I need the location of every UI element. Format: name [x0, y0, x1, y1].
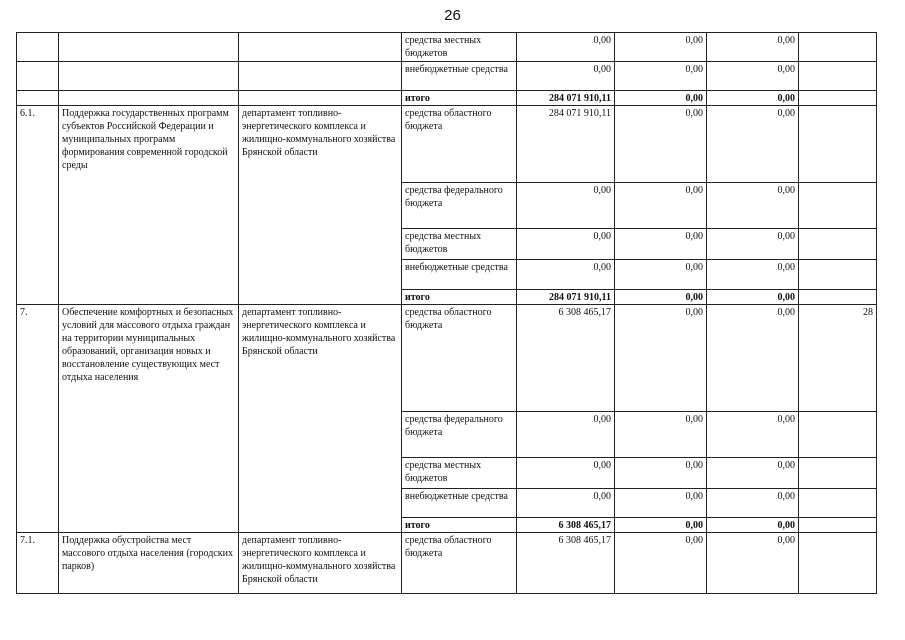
table-row: [17, 305, 877, 412]
amount-cell: 0,00: [707, 91, 799, 106]
amount-cell: 0,00: [615, 533, 707, 594]
funding-source-cell: средства местных бюджетов: [402, 458, 517, 489]
measure-name-cell: Обеспечение комфортных и безопасных условий для массового отдыха граждан на территории муниципальных образований, организация новых и восстановление существующих мест отдыха населения: [59, 305, 239, 533]
executor-cell: [239, 33, 402, 62]
amount-cell: 0,00: [707, 106, 799, 183]
table-row: [17, 62, 877, 91]
amount-cell: 0,00: [517, 458, 615, 489]
funding-source-cell: итого: [402, 518, 517, 533]
amount-cell: [799, 290, 877, 305]
budget-table: [16, 32, 877, 594]
amount-cell: 0,00: [517, 62, 615, 91]
amount-cell: [799, 458, 877, 489]
amount-cell: [799, 183, 877, 229]
amount-cell: [799, 260, 877, 290]
measure-name-cell: [59, 33, 239, 62]
executor-cell: департамент топливно-энергетического комплекса и жилищно-коммунального хозяйства Брянской области: [239, 305, 402, 533]
funding-source-cell: средства федерального бюджета: [402, 183, 517, 229]
item-number-cell: 7.: [17, 305, 59, 533]
item-number-cell: 7.1.: [17, 533, 59, 594]
executor-cell: [239, 62, 402, 91]
amount-cell: 0,00: [517, 229, 615, 260]
amount-cell: 0,00: [707, 458, 799, 489]
amount-cell: 0,00: [517, 183, 615, 229]
measure-name-cell: [59, 62, 239, 91]
amount-cell: 284 071 910,11: [517, 91, 615, 106]
amount-cell: 0,00: [615, 106, 707, 183]
amount-cell: 0,00: [517, 33, 615, 62]
amount-cell: 0,00: [707, 62, 799, 91]
amount-cell: [799, 91, 877, 106]
amount-cell: 6 308 465,17: [517, 518, 615, 533]
item-number-cell: 6.1.: [17, 106, 59, 305]
funding-source-cell: средства областного бюджета: [402, 305, 517, 412]
funding-source-cell: средства областного бюджета: [402, 106, 517, 183]
table-row: [17, 533, 877, 594]
amount-cell: 0,00: [615, 91, 707, 106]
executor-cell: департамент топливно-энергетического комплекса и жилищно-коммунального хозяйства Брянской области: [239, 533, 402, 594]
amount-cell: 0,00: [517, 412, 615, 458]
funding-source-cell: итого: [402, 290, 517, 305]
amount-cell: 0,00: [707, 533, 799, 594]
amount-cell: 0,00: [707, 33, 799, 62]
amount-cell: 0,00: [615, 260, 707, 290]
amount-cell: 6 308 465,17: [517, 533, 615, 594]
amount-cell: 0,00: [707, 183, 799, 229]
amount-cell: 28: [799, 305, 877, 412]
amount-cell: 284 071 910,11: [517, 290, 615, 305]
amount-cell: 0,00: [707, 518, 799, 533]
amount-cell: [799, 106, 877, 183]
amount-cell: 0,00: [517, 489, 615, 518]
amount-cell: 0,00: [615, 518, 707, 533]
amount-cell: 0,00: [615, 412, 707, 458]
funding-source-cell: средства местных бюджетов: [402, 229, 517, 260]
amount-cell: [799, 412, 877, 458]
measure-name-cell: Поддержка государственных программ субъектов Российской Федерации и муниципальных программ формирования современной городской среды: [59, 106, 239, 305]
amount-cell: 0,00: [615, 33, 707, 62]
measure-name-cell: Поддержка обустройства мест массового отдыха населения (городских парков): [59, 533, 239, 594]
funding-source-cell: итого: [402, 91, 517, 106]
funding-source-cell: внебюджетные средства: [402, 62, 517, 91]
item-number-cell: [17, 33, 59, 62]
amount-cell: [799, 62, 877, 91]
amount-cell: 0,00: [707, 260, 799, 290]
funding-source-cell: средства федерального бюджета: [402, 412, 517, 458]
amount-cell: 0,00: [517, 260, 615, 290]
amount-cell: 0,00: [707, 412, 799, 458]
funding-source-cell: внебюджетные средства: [402, 260, 517, 290]
measure-name-cell: [59, 91, 239, 106]
amount-cell: 0,00: [615, 183, 707, 229]
amount-cell: [799, 533, 877, 594]
funding-source-cell: внебюджетные средства: [402, 489, 517, 518]
amount-cell: 0,00: [707, 305, 799, 412]
executor-cell: [239, 91, 402, 106]
funding-source-cell: средства местных бюджетов: [402, 33, 517, 62]
amount-cell: 0,00: [615, 290, 707, 305]
amount-cell: 0,00: [615, 458, 707, 489]
amount-cell: 0,00: [707, 229, 799, 260]
amount-cell: [799, 518, 877, 533]
amount-cell: 284 071 910,11: [517, 106, 615, 183]
amount-cell: 0,00: [615, 305, 707, 412]
amount-cell: 6 308 465,17: [517, 305, 615, 412]
amount-cell: 0,00: [707, 290, 799, 305]
amount-cell: [799, 229, 877, 260]
amount-cell: [799, 33, 877, 62]
funding-source-cell: средства областного бюджета: [402, 533, 517, 594]
table-row: [17, 33, 877, 62]
amount-cell: 0,00: [615, 229, 707, 260]
amount-cell: 0,00: [615, 489, 707, 518]
table-row: [17, 91, 877, 106]
page-number: 26: [444, 7, 461, 24]
amount-cell: 0,00: [707, 489, 799, 518]
amount-cell: 0,00: [615, 62, 707, 91]
item-number-cell: [17, 62, 59, 91]
item-number-cell: [17, 91, 59, 106]
table-row: [17, 106, 877, 183]
executor-cell: департамент топливно-энергетического комплекса и жилищно-коммунального хозяйства Брянской области: [239, 106, 402, 305]
amount-cell: [799, 489, 877, 518]
